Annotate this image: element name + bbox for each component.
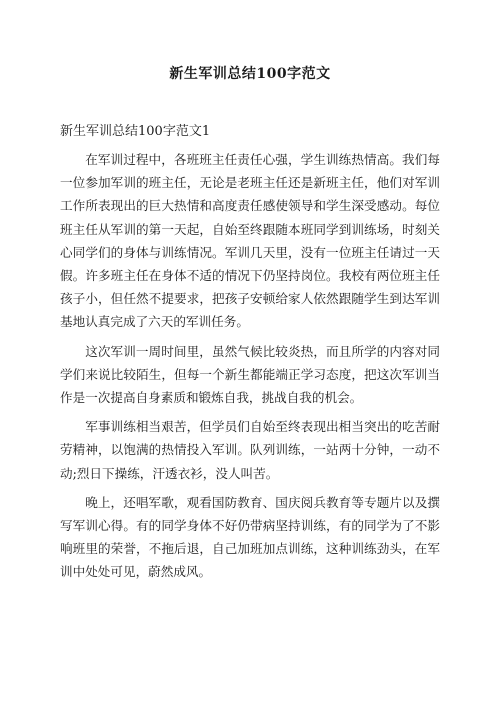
document-body (60, 148, 440, 584)
section-subtitle: 新生军训总结100字范文1 (60, 124, 211, 139)
paragraph-3: 军事训练相当艰苦，但学员们自始至终表现出相当突出的吃苦耐劳精神，以饱满的热情投入军训。队列训练，一站两十分钟，一动不动;烈日下操练，汗透衣衫，没人叫苦。 (60, 419, 440, 481)
paragraph-2: 这次军训一周时间里，虽然气候比较炎热，而且所学的内容对同学们来说比较陌生，但每一个新生都能端正学习态度，把这次军训当作是一次提高自身素质和锻炼自我，挑战自我的机会。 (60, 343, 440, 406)
document-title: 新生军训总结100字范文 (169, 66, 331, 82)
paragraph-1: 在军训过程中，各班班主任责任心强，学生训练热情高。我们每一位参加军训的班主任，无论是老班主任还是新班主任，他们对军训工作所表现出的巨大热情和高度责任感使领导和学生深受感动。每位班主任从军训的第一天起，自始至终跟随本班同学到训练场，时刻关心同学们的身体与训练情况。军训几天里，没有一位班主任请过一天假。许多班主任在身体不适的情况下仍坚持岗位。我校有两位班主任孩子小，但任然不提要求，把孩子安顿给家人依然跟随学生到达军训基地认真完成了六天的军训任务。 (60, 152, 440, 330)
paragraph-4: 晚上，还唱军歌，观看国防教育、国庆阅兵教育等专题片以及撰写军训心得。有的同学身体不好仍带病坚持训练，有的同学为了不影响班里的荣誉，不拖后退，自己加班加点训练，这种训练劲头，在军训中处处可见，蔚然成风。 (60, 494, 440, 580)
